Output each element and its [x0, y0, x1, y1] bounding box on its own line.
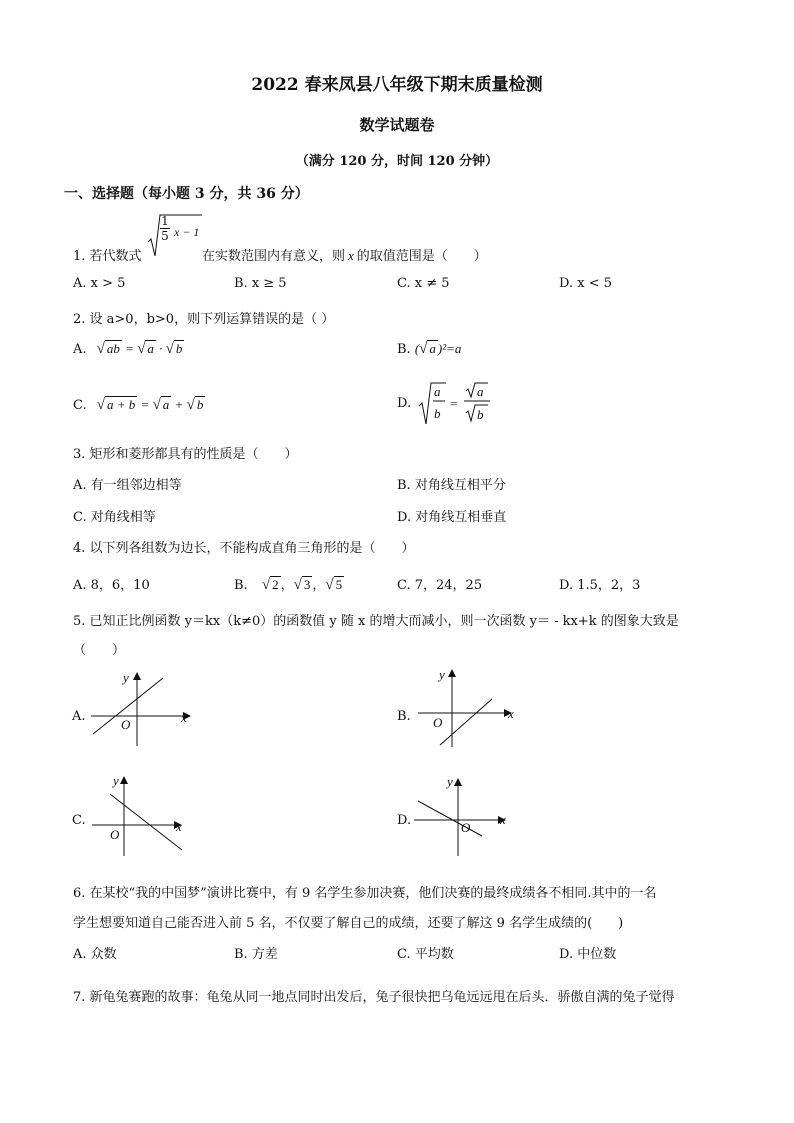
question-6: 6. 在某校“我的中国梦”演讲比赛中，有 9 名学生参加决赛，他们决赛的最终成绩各不相同.其中的一名: [73, 886, 657, 901]
q2-c-expr: √ a + b = √ a + √ b: [96, 397, 204, 413]
q1-var: x: [348, 248, 354, 263]
q1-middle: [202, 245, 487, 264]
exam-note: （满分 120 分，时间 120 分钟）: [295, 154, 499, 169]
svg-text:a: a: [477, 384, 484, 399]
q1-option-a[interactable]: A. x > 5: [73, 276, 126, 291]
section-heading: 一、选择题（每小题 3 分，共 36 分）: [64, 186, 309, 202]
q3-option-b[interactable]: B. 对角线互相平分: [397, 478, 506, 493]
question-6-line2: 学生想要知道自己能否进入前 5 名，不仅要了解自己的成绩，还要了解这 9 名学生成绩的( ): [73, 916, 624, 931]
svg-text:b: b: [477, 407, 484, 422]
q2-c-label: C.: [73, 398, 87, 413]
q5-option-c-label: C.: [72, 813, 86, 828]
q2-b-tail: )²=a: [437, 341, 462, 356]
q6-option-b[interactable]: B. 方差: [234, 947, 278, 962]
q5-graph-b[interactable]: [412, 665, 522, 749]
question-4: 4. 以下列各组数为边长，不能构成直角三角形的是（ ）: [73, 541, 415, 556]
q2-b-expr: (√ a: [414, 341, 436, 357]
q2-d-label: D.: [397, 396, 412, 411]
q6-option-a[interactable]: A. 众数: [73, 947, 117, 962]
q4-option-c[interactable]: C. 7，24，25: [397, 578, 483, 593]
q5-graph-a[interactable]: [85, 668, 195, 748]
q5-b-origin: O: [433, 715, 443, 730]
q2-d-formula: [418, 380, 498, 428]
q3-option-a[interactable]: A. 有一组邻边相等: [73, 478, 182, 493]
q4-option-a[interactable]: A. 8，6，10: [73, 578, 150, 593]
q5-c-origin: O: [110, 827, 120, 842]
q1-middle-text: 在实数范围内有意义，则: [202, 249, 346, 264]
q1-option-d[interactable]: D. x < 5: [559, 276, 612, 291]
q4-option-d[interactable]: D. 1.5，2，3: [559, 578, 641, 593]
exam-subtitle: 数学试题卷: [359, 116, 435, 134]
q1-fraction: [160, 214, 170, 243]
q5-option-d-label: D.: [397, 813, 412, 828]
q5-graph-c[interactable]: [88, 770, 198, 860]
q6-option-d[interactable]: D. 中位数: [559, 947, 617, 962]
q2-option-d[interactable]: [397, 396, 411, 411]
question-7: 7. 新龟兔赛跑的故事：龟兔从同一地点同时出发后，兔子很快把乌龟远远甩在后头．骄傲自满的兔子觉得: [73, 990, 675, 1005]
q5-b-y: y: [439, 667, 445, 682]
q5-option-b-label: B.: [397, 709, 411, 724]
q5-d-origin: O: [461, 820, 471, 835]
q5-option-a-label: A.: [72, 709, 86, 724]
q1-suffix: 的取值范围是（ ）: [356, 249, 487, 264]
q5-a-origin: O: [121, 717, 131, 732]
q5-d-x: x: [500, 812, 506, 827]
question-5: 5. 已知正比例函数 y＝kx（k≠0）的函数值 y 随 x 的增大而减小，则一次函数 y＝ - kx+k 的图象大致是: [73, 614, 679, 629]
question-5-tail: （ ）: [73, 643, 126, 658]
q1-frac-num: 1: [161, 214, 169, 228]
svg-text:a: a: [434, 384, 441, 399]
q2-option-c[interactable]: [73, 396, 205, 414]
q5-a-y: y: [123, 670, 129, 685]
q1-frac-den: 5: [161, 229, 169, 243]
q5-a-x: x: [181, 710, 187, 725]
q2-a-label: A.: [73, 342, 87, 357]
q5-b-x: x: [508, 706, 514, 721]
q2-option-a[interactable]: [73, 340, 184, 358]
q2-a-expr: √ ab = √ a · √ b: [96, 341, 183, 357]
q1-option-c[interactable]: C. x ≠ 5: [397, 276, 450, 291]
q1-rad-tail: x − 1: [174, 225, 200, 239]
question-3: 3. 矩形和菱形都具有的性质是（ ）: [73, 447, 298, 462]
svg-text:=: =: [450, 396, 458, 411]
q1-option-b[interactable]: B. x ≥ 5: [234, 276, 287, 291]
q5-c-y: y: [113, 773, 119, 788]
q5-graph-d[interactable]: [410, 770, 520, 860]
q5-c-x: x: [176, 819, 182, 834]
q2-b-label: B.: [397, 342, 411, 357]
q4-b-expr: √ 2 ，√ 3 ，√ 5: [261, 577, 343, 593]
q2-d-expr: [418, 380, 498, 432]
question-2: 2. 设 a>0，b>0，则下列运算错误的是（ ）: [73, 312, 335, 327]
q6-option-c[interactable]: C. 平均数: [397, 947, 454, 962]
exam-title: 2022 春来凤县八年级下期末质量检测: [251, 75, 543, 95]
svg-text:b: b: [434, 406, 441, 421]
q1-prefix: 1. 若代数式: [73, 249, 142, 264]
q4-option-b[interactable]: [234, 574, 344, 594]
question-1: [73, 213, 142, 264]
q5-d-y: y: [447, 774, 453, 789]
q3-option-c[interactable]: C. 对角线相等: [73, 510, 156, 525]
q2-option-b[interactable]: [397, 340, 461, 358]
q4-b-label: B.: [234, 578, 248, 593]
q3-option-d[interactable]: D. 对角线互相垂直: [397, 510, 507, 525]
